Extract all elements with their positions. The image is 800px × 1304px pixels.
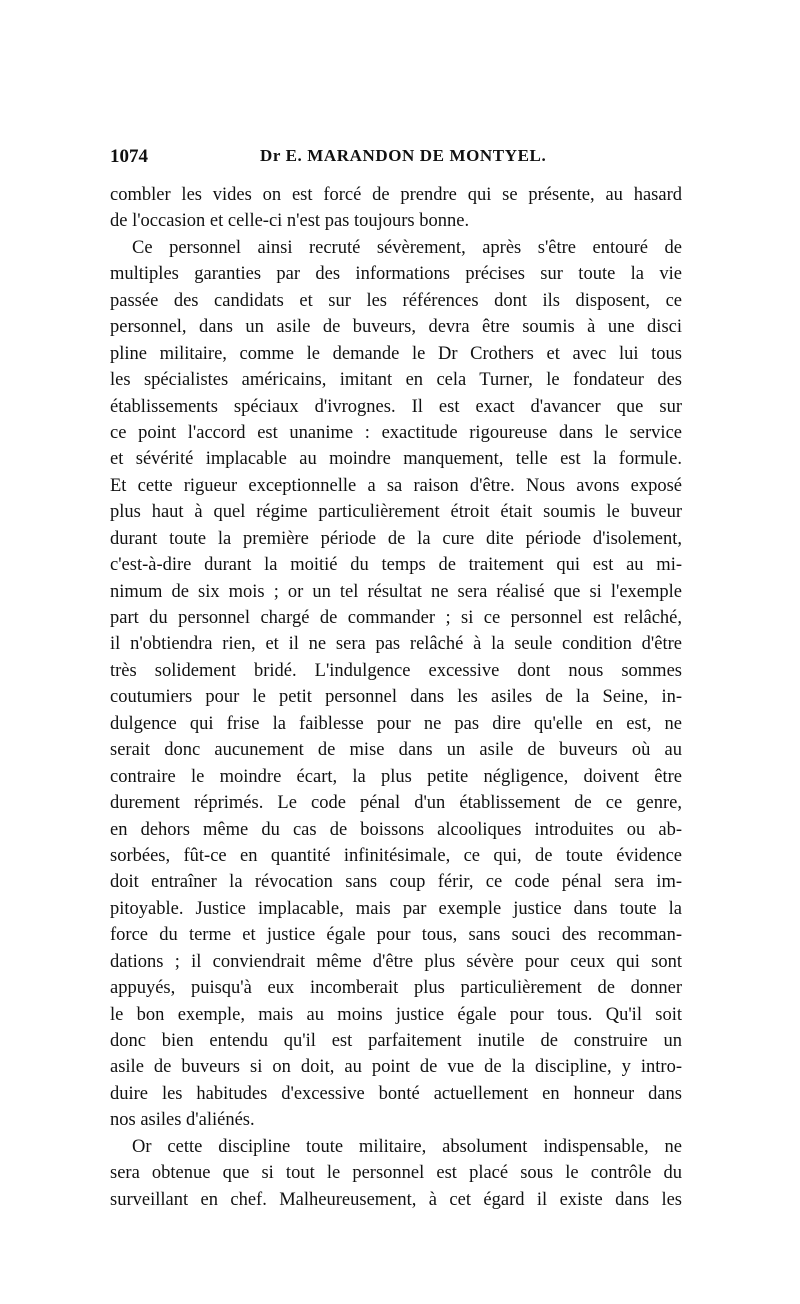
text-line: pline militaire, comme le demande le Dr Crothers et avec lui tous	[110, 343, 682, 364]
text-line: plus haut à quel régime particulièrement étroit était soumis le buveur	[110, 502, 682, 523]
text-line: très solidement bridé. L'indulgence excessive dont nous sommes	[110, 660, 682, 681]
body-text	[110, 182, 682, 1213]
text-line: il n'obtiendra rien, et il ne sera pas relâché à la seule condition d'être	[110, 634, 682, 655]
text-line: en dehors même du cas de boissons alcooliques introduites ou ab-	[110, 819, 682, 840]
text-line: surveillant en chef. Malheureusement, à cet égard il existe dans les	[110, 1189, 682, 1210]
text-line: c'est-à-dire durant la moitié du temps de traitement qui est au mi-	[110, 555, 682, 576]
text-line: nos asiles d'aliénés.	[110, 1110, 255, 1131]
text-line: établissements spéciaux d'ivrognes. Il est exact d'avancer que sur	[110, 396, 682, 417]
text-line: personnel, dans un asile de buveurs, devra être soumis à une disci	[110, 317, 682, 338]
text-line: pitoyable. Justice implacable, mais par exemple justice dans toute la	[110, 898, 682, 919]
text-line: contraire le moindre écart, la plus petite négligence, doivent être	[110, 766, 682, 787]
text-line: force du terme et justice égale pour tous, sans souci des recomman-	[110, 925, 682, 946]
text-line: ce point l'accord est unanime : exactitude rigoureuse dans le service	[110, 422, 682, 443]
text-line: durant toute la première période de la cure dite période d'isolement,	[110, 528, 682, 549]
text-line: sorbées, fût-ce en quantité infinitésimale, ce qui, de toute évidence	[110, 845, 682, 866]
text-line: durement réprimés. Le code pénal d'un établissement de ce genre,	[110, 793, 682, 814]
text-line: le bon exemple, mais au moins justice égale pour tous. Qu'il soit	[110, 1004, 682, 1025]
text-line: dulgence qui frise la faiblesse pour ne pas dire qu'elle en est, ne	[110, 713, 682, 734]
text-line: les spécialistes américains, imitant en cela Turner, le fondateur des	[110, 370, 682, 391]
text-line: doit entraîner la révocation sans coup férir, ce code pénal sera im-	[110, 872, 682, 893]
text-line: et sévérité implacable au moindre manquement, telle est la formule.	[110, 449, 682, 470]
text-line: Or cette discipline toute militaire, absolument indispensable, ne	[132, 1136, 682, 1157]
text-line: serait donc aucunement de mise dans un asile de buveurs où au	[110, 740, 682, 761]
text-line: part du personnel chargé de commander ; si ce personnel est relâché,	[110, 608, 682, 628]
running-head	[110, 146, 682, 176]
text-line: appuyés, puisqu'à eux incomberait plus particulièrement de donner	[110, 978, 682, 999]
text-line: sera obtenue que si tout le personnel est placé sous le contrôle du	[110, 1163, 682, 1184]
text-line: multiples garanties par des informations précises sur toute la vie	[110, 264, 682, 285]
running-title: Dr E. MARANDON DE MONTYEL.	[260, 146, 547, 165]
text-line: dations ; il conviendrait même d'être plus sévère pour ceux qui sont	[110, 951, 682, 972]
text-line: asile de buveurs si on doit, au point de vue de la discipline, y intro-	[110, 1057, 682, 1078]
text-line: donc bien entendu qu'il est parfaitement inutile de construire un	[110, 1031, 682, 1051]
text-line: Et cette rigueur exceptionnelle a sa raison d'être. Nous avons exposé	[110, 475, 682, 496]
text-line: passée des candidats et sur les références dont ils disposent, ce	[110, 290, 682, 311]
page-number: 1074	[110, 146, 148, 167]
text-line: duire les habitudes d'excessive bonté actuellement en honneur dans	[110, 1083, 682, 1104]
text-line: combler les vides on est forcé de prendre qui se présente, au hasard	[110, 185, 682, 205]
text-line: de l'occasion et celle-ci n'est pas toujours bonne.	[110, 211, 470, 232]
text-line: coutumiers pour le petit personnel dans les asiles de la Seine, in-	[110, 687, 682, 708]
text-line: Ce personnel ainsi recruté sévèrement, après s'être entouré de	[132, 237, 682, 258]
text-line: nimum de six mois ; or un tel résultat ne sera réalisé que si l'exemple	[110, 581, 682, 602]
